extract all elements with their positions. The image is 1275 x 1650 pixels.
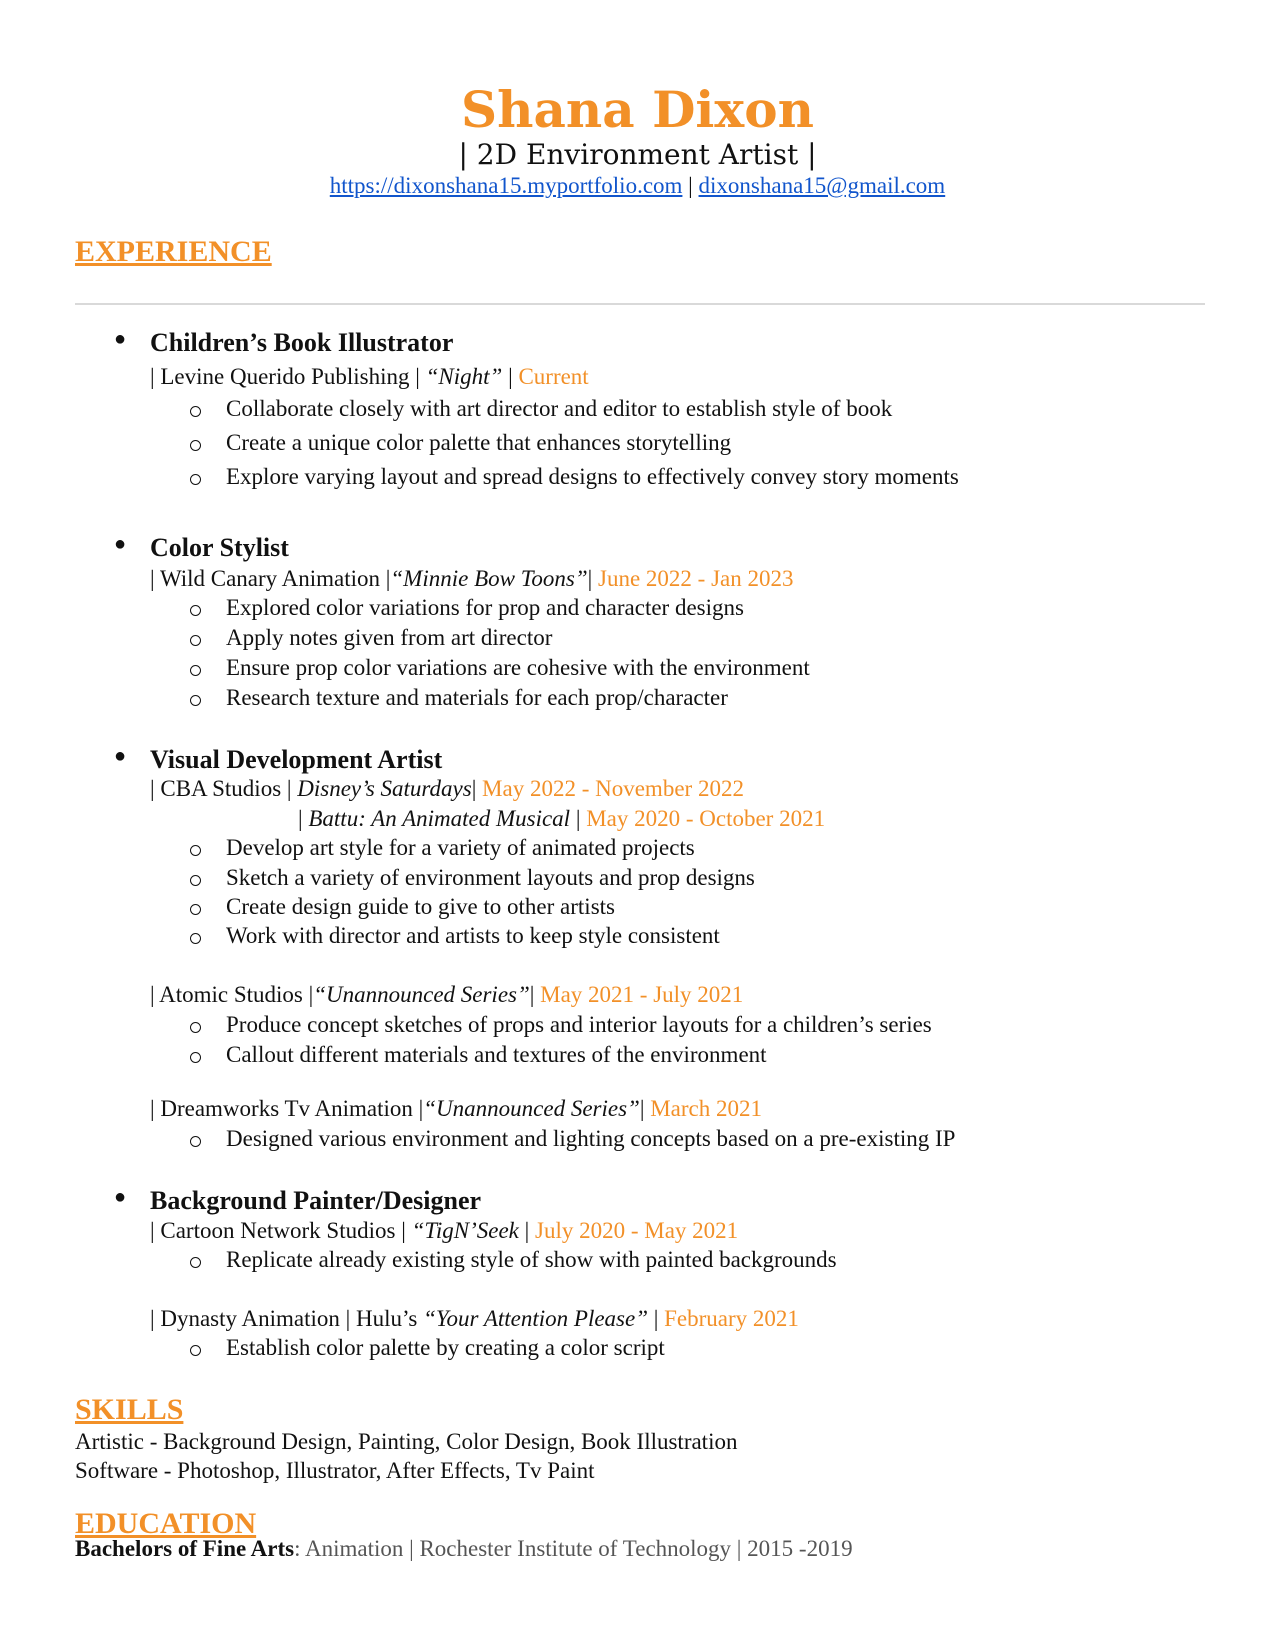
duty-item: Replicate already existing style of show with painted backgrounds bbox=[226, 1247, 837, 1272]
sub-bullet bbox=[190, 1136, 201, 1147]
date-range: May 2022 - November 2022 bbox=[482, 776, 744, 801]
job-title: Color Stylist bbox=[150, 533, 289, 562]
experience-heading: EXPERIENCE bbox=[75, 235, 272, 268]
project: “Minnie Bow Toons” bbox=[390, 566, 588, 591]
company: | Wild Canary Animation | bbox=[150, 566, 391, 591]
separator: | bbox=[639, 1096, 651, 1121]
company: | Cartoon Network Studios | bbox=[150, 1218, 412, 1243]
sub-bullet bbox=[190, 695, 201, 706]
job-entry-line bbox=[150, 364, 589, 390]
sub-bullet bbox=[190, 875, 201, 886]
duty-item: Designed various environment and lighting concepts based on a pre-existing IP bbox=[226, 1126, 956, 1151]
separator: | bbox=[529, 982, 541, 1007]
project: “Night” bbox=[425, 364, 503, 389]
sub-bullet bbox=[190, 904, 201, 915]
prefix: | bbox=[298, 806, 309, 831]
separator: | bbox=[570, 806, 587, 831]
job-bullet: ● bbox=[114, 533, 127, 555]
project: Disney’s Saturdays bbox=[297, 776, 472, 801]
duty-item: Callout different materials and textures of the environment bbox=[226, 1042, 767, 1067]
separator: | bbox=[471, 776, 483, 801]
job-entry-line bbox=[150, 1096, 762, 1122]
duty-item: Sketch a variety of environment layouts and prop designs bbox=[226, 865, 755, 890]
duty-item: Research texture and materials for each prop/character bbox=[226, 685, 728, 710]
company: | Atomic Studios | bbox=[150, 982, 314, 1007]
duty-item: Develop art style for a variety of animated projects bbox=[226, 835, 695, 860]
duty-item: Apply notes given from art director bbox=[226, 625, 553, 650]
portfolio-link[interactable]: https://dixonshana15.myportfolio.com bbox=[329, 173, 683, 198]
job-bullet: ● bbox=[114, 1186, 127, 1208]
sub-bullet bbox=[190, 1257, 201, 1268]
job-entry-line-2 bbox=[298, 806, 825, 832]
sub-bullet bbox=[190, 1052, 201, 1063]
sub-bullet bbox=[190, 635, 201, 646]
project: Battu: An Animated Musical bbox=[308, 806, 571, 831]
job-entry-line bbox=[150, 982, 743, 1008]
project: “TigN’Seek bbox=[411, 1218, 519, 1243]
duty-item: Explore varying layout and spread designs to effectively convey story moments bbox=[226, 464, 959, 489]
company: | Dreamworks Tv Animation | bbox=[150, 1096, 424, 1121]
separator: | bbox=[648, 1306, 665, 1331]
job-entry-line bbox=[150, 776, 744, 802]
separator: | bbox=[587, 566, 599, 591]
degree: Bachelors of Fine Arts bbox=[75, 1536, 295, 1561]
job-entry-line bbox=[150, 566, 794, 592]
date-range: June 2022 - Jan 2023 bbox=[598, 566, 794, 591]
duty-item: Create design guide to give to other artists bbox=[226, 894, 615, 919]
job-title: Visual Development Artist bbox=[150, 745, 443, 774]
sub-bullet bbox=[190, 933, 201, 944]
sub-bullet bbox=[190, 440, 201, 451]
date-range: May 2020 - October 2021 bbox=[586, 806, 826, 831]
date-range: March 2021 bbox=[650, 1096, 762, 1121]
date-range: May 2021 - July 2021 bbox=[540, 982, 744, 1007]
duty-item: Ensure prop color variations are cohesive with the environment bbox=[226, 655, 810, 680]
section-divider bbox=[75, 303, 1205, 305]
duty-item: Produce concept sketches of props and interior layouts for a children’s series bbox=[226, 1012, 932, 1037]
skills-line: Software - Photoshop, Illustrator, After Effects, Tv Paint bbox=[75, 1458, 595, 1483]
duty-item: Establish color palette by creating a color script bbox=[226, 1335, 665, 1360]
sub-bullet bbox=[190, 665, 201, 676]
job-bullet: ● bbox=[114, 328, 127, 350]
sub-bullet bbox=[190, 605, 201, 616]
sub-bullet bbox=[190, 474, 201, 485]
education-heading: EDUCATION bbox=[75, 1507, 257, 1540]
separator: | bbox=[502, 364, 519, 389]
job-title: Background Painter/Designer bbox=[150, 1186, 482, 1215]
separator: | bbox=[518, 1218, 536, 1243]
contact-separator: | bbox=[682, 173, 699, 198]
sub-bullet bbox=[190, 406, 201, 417]
date-range: July 2020 - May 2021 bbox=[535, 1218, 739, 1243]
sub-bullet bbox=[190, 1022, 201, 1033]
company: | Levine Querido Publishing | bbox=[150, 364, 426, 389]
job-entry-line bbox=[150, 1218, 738, 1244]
education-details: : Animation | Rochester Institute of Technology | 2015 -2019 bbox=[294, 1536, 853, 1561]
job-title: Children’s Book Illustrator bbox=[150, 328, 454, 357]
sub-bullet bbox=[190, 845, 201, 856]
job-bullet: ● bbox=[114, 745, 127, 767]
project: “Unannounced Series” bbox=[423, 1096, 640, 1121]
skills-line: Artistic - Background Design, Painting, Color Design, Book Illustration bbox=[75, 1429, 738, 1454]
duty-item: Create a unique color palette that enhances storytelling bbox=[226, 430, 732, 455]
resume-name: Shana Dixon bbox=[461, 80, 814, 139]
date-range: Current bbox=[518, 364, 589, 389]
duty-item: Collaborate closely with art director and editor to establish style of book bbox=[226, 396, 893, 421]
email-link[interactable]: dixonshana15@gmail.com bbox=[698, 173, 946, 198]
education-line bbox=[75, 1536, 853, 1562]
project: “Unannounced Series” bbox=[313, 982, 530, 1007]
date-range: February 2021 bbox=[664, 1306, 799, 1331]
project: “Your Attention Please” bbox=[423, 1306, 649, 1331]
company: | CBA Studios | bbox=[150, 776, 298, 801]
sub-bullet bbox=[190, 1345, 201, 1356]
job-entry-line bbox=[150, 1306, 799, 1332]
duty-item: Explored color variations for prop and character designs bbox=[226, 595, 744, 620]
job-title-subtitle: | 2D Environment Artist | bbox=[458, 138, 817, 171]
company: | Dynasty Animation | Hulu’s bbox=[150, 1306, 424, 1331]
duty-item: Work with director and artists to keep style consistent bbox=[226, 923, 720, 948]
skills-heading: SKILLS bbox=[75, 1393, 184, 1426]
contact-line bbox=[0, 173, 1275, 199]
